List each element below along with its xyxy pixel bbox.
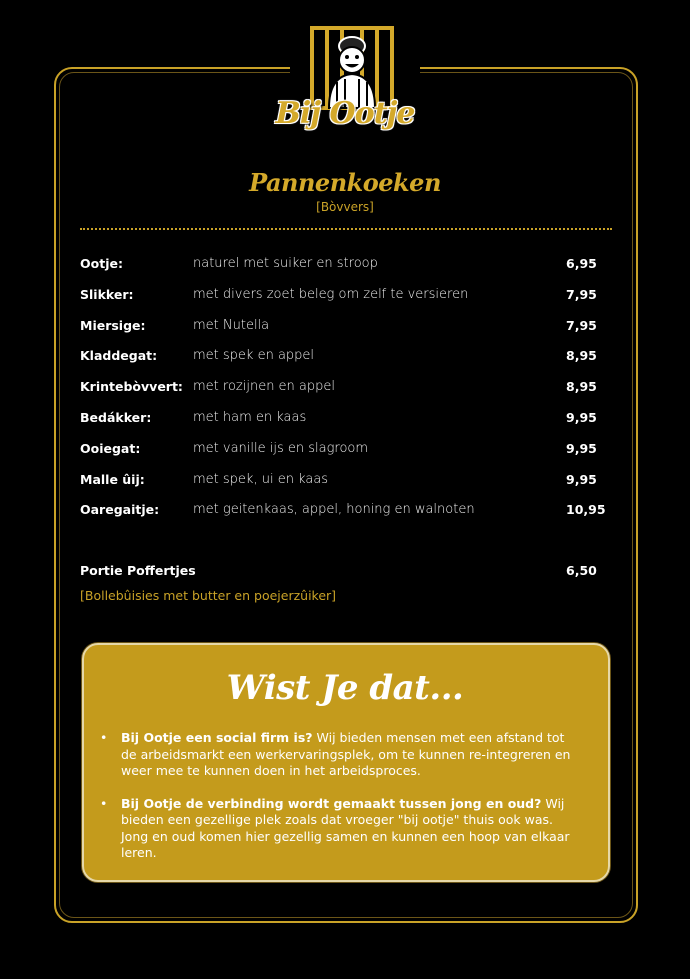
menu-item-price: 7,95 (566, 286, 597, 302)
menu-item (80, 348, 600, 379)
menu-item (80, 502, 606, 533)
menu-item-name: Malle ûij: (80, 471, 145, 487)
menu-item-description: met rozijnen en appel (193, 379, 336, 395)
menu-item-price: 7,95 (566, 317, 597, 333)
menu-item-price: 9,95 (566, 471, 597, 487)
menu-item (80, 379, 600, 410)
dotted-divider (80, 228, 612, 230)
menu-item-price: 9,95 (566, 409, 597, 425)
menu-item-name: Kladdegat: (80, 348, 158, 364)
menu-item-name: Miersige: (80, 317, 146, 333)
menu-item-description: met spek en appel (193, 348, 315, 364)
menu-item-price: 10,95 (566, 502, 606, 518)
menu-item (80, 256, 600, 287)
menu-item (80, 410, 600, 441)
menu-item-price: 8,95 (566, 348, 597, 364)
menu-item-description: met geitenkaas, appel, honing en walnoten (193, 502, 475, 518)
logo-text: Bij Ootje (275, 96, 415, 131)
menu-item-name: Ootje: (80, 256, 123, 271)
menu-item-name: Bedákker: (80, 409, 152, 425)
menu-item-price: 8,95 (566, 379, 597, 395)
menu-item-description: met divers zoet beleg om zelf te versieren (193, 286, 469, 302)
menu-item-description: met ham en kaas (193, 409, 307, 425)
menu-item (80, 472, 600, 503)
menu-item-name: Oaregaitje: (80, 502, 160, 518)
info-bullets (98, 730, 584, 878)
menu-list (80, 256, 606, 533)
menu-item-name: Slikker: (80, 286, 134, 302)
info-title: Wist Je dat... (226, 668, 464, 708)
bullet-icon: • (100, 730, 108, 745)
info-bullet (98, 796, 584, 862)
menu-item-name: Krintebòvvert: (80, 379, 183, 395)
menu-item-description: met spek, ui en kaas (193, 471, 329, 487)
info-bullet-text: Wij bieden mensen met een afstand tot de arbeidsmarkt een werkervaringsplek, om te kunnen re-integreren en weer mee te kunnen doen in het arbeidsproces. (121, 730, 571, 778)
section-subtitle: [Bòvvers] (316, 200, 374, 214)
section-title: Pannenkoeken (249, 168, 441, 197)
menu-item-description: met vanille ijs en slagroom (193, 440, 369, 456)
menu-item-price: 9,95 (566, 440, 597, 456)
info-bullet (98, 730, 584, 780)
info-bullet-text: Wij bieden een gezellige plek zoals dat vroeger "bij ootje" thuis ook was. Jong en oud komen hier gezellig samen en kunnen een hoop van elkaar leren. (121, 795, 570, 860)
extra-item-name: Portie Poffertjes (80, 563, 196, 578)
extra-item-price: 6,50 (566, 563, 597, 578)
menu-item-description: naturel met suiker en stroop (193, 256, 378, 271)
info-bullet-bold: Bij Ootje een social firm is? (121, 730, 313, 745)
bullet-icon: • (100, 795, 108, 811)
menu-item (80, 287, 600, 318)
extra-item-subtitle: [Bollebûisies met butter en poejerzûiker] (80, 588, 337, 603)
info-bullet-bold: Bij Ootje de verbinding wordt gemaakt tussen jong en oud? (121, 795, 542, 811)
menu-item (80, 441, 600, 472)
menu-item-description: met Nutella (193, 317, 270, 333)
menu-item-name: Ooiegat: (80, 440, 141, 456)
menu-item-price: 6,95 (566, 256, 597, 271)
menu-item (80, 318, 600, 349)
